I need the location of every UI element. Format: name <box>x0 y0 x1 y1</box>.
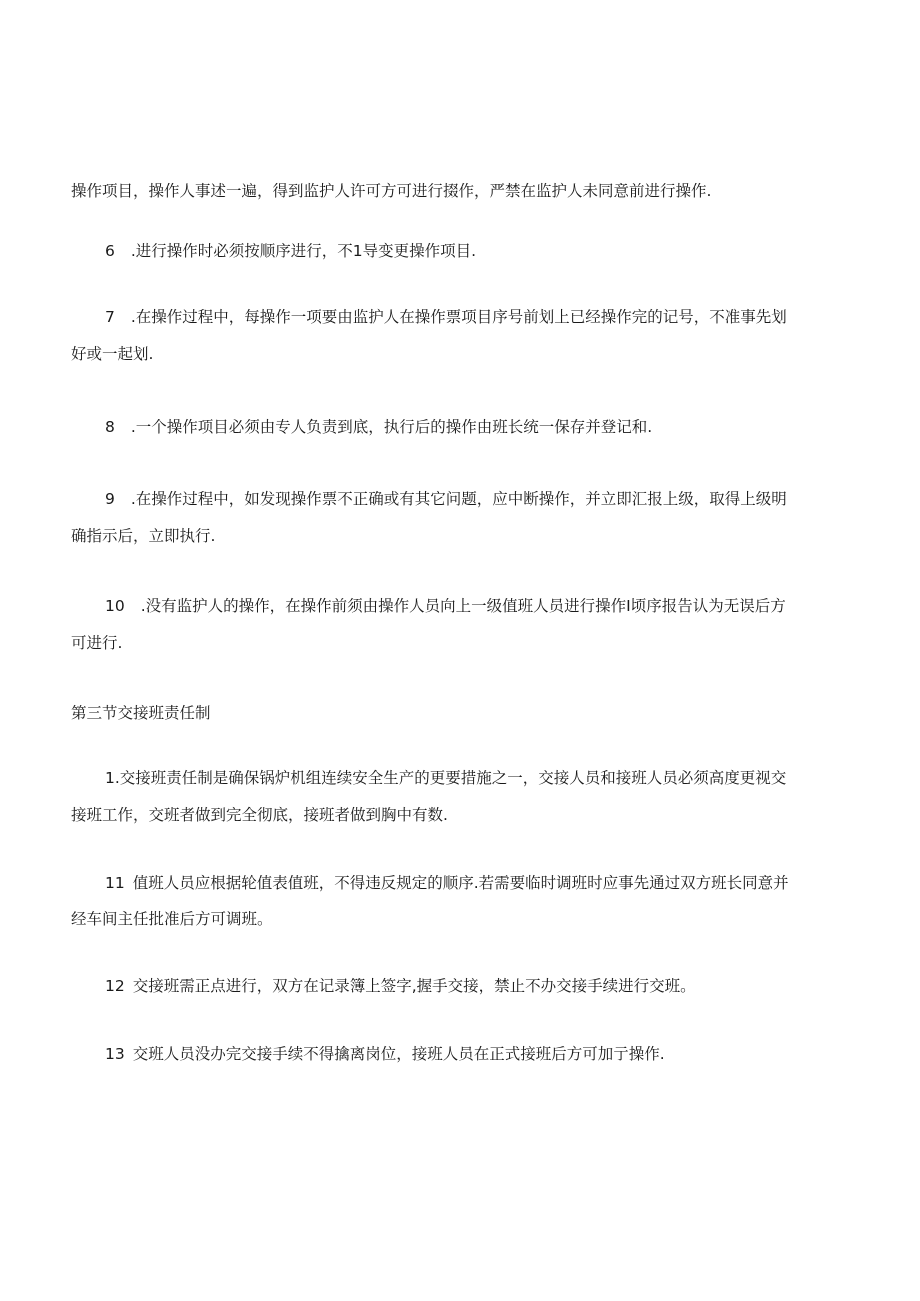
item-number: 11 <box>105 874 125 892</box>
item-number: 13 <box>105 1045 125 1063</box>
list-item-7 <box>105 307 861 327</box>
section-item-11 <box>105 873 861 893</box>
list-item-6 <box>105 241 861 261</box>
section-heading <box>71 703 861 723</box>
paragraph-line: 操作项目，操作人事述一遍，得到监护人许可方可进行掇作，严禁在监护人未同意前进行操作. <box>71 182 712 200</box>
paragraph-line: 交班人员没办完交接手续不得擒离岗位，接班人员在正式接班后方可加亍操作. <box>132 1045 665 1063</box>
paragraph-continuation <box>71 181 861 201</box>
paragraph-line: 交接班需正点进行，双方在记录簿上签字,握手交接，禁止不办交接手续进行交班。 <box>132 977 696 995</box>
paragraph-line: 可进行. <box>71 634 123 652</box>
item-number: 10 <box>105 597 125 615</box>
item-number: 7 <box>105 308 115 326</box>
list-item-9-continuation <box>71 526 861 546</box>
paragraph-line: .在操作过程中，如发现操作票不正确或有其它问题，应中断操作，并立即汇报上级，取得上级明 <box>130 490 787 508</box>
item-number: 9 <box>105 490 115 508</box>
section-title: 第三节交接班责任制 <box>71 704 211 722</box>
paragraph-line: .一个操作项目必须由专人负责到底，执行后的操作由班长统一保存并登记和. <box>130 418 653 436</box>
paragraph-line: .进行操作时必须按顺序进行，不1导变更操作项目. <box>130 242 477 260</box>
item-number: 12 <box>105 977 125 995</box>
list-item-10 <box>105 596 861 616</box>
paragraph-line: 接班工作，交班者做到完全彻底，接班者做到胸中有数. <box>71 806 448 824</box>
paragraph-line: .没有监护人的操作，在操作前须由操作人员向上一级值班人员进行操作I顷序报告认为无误后方 <box>140 597 786 615</box>
list-item-10-continuation <box>71 633 861 653</box>
section-item-13 <box>105 1044 861 1064</box>
paragraph-line: .在操作过程中，每操作一项要由监护人在操作票项目序号前划上已经操作完的记号，不准事先划 <box>130 308 787 326</box>
paragraph-line: 经车间主任批准后方可调班。 <box>71 910 273 928</box>
item-number: 6 <box>105 242 115 260</box>
list-item-7-continuation <box>71 344 861 364</box>
paragraph-line: 好或一起划. <box>71 345 154 363</box>
paragraph-line: 1.交接班责任制是确保锅炉机组连续安全生产的更要措施之一，交接人员和接班人员必须高度更视交 <box>105 769 787 787</box>
list-item-8 <box>105 417 861 437</box>
paragraph-line: 确指示后，立即执行. <box>71 527 216 545</box>
item-number: 8 <box>105 418 115 436</box>
section-item-1-continuation <box>71 805 861 825</box>
paragraph-line: 值班人员应根据轮值表值班，不得违反规定的顺序.若需要临时调班时应事先通过双方班长同意并 <box>132 874 789 892</box>
section-item-1 <box>105 768 861 788</box>
list-item-9 <box>105 489 861 509</box>
section-item-11-continuation <box>71 909 861 929</box>
section-item-12 <box>105 976 861 996</box>
